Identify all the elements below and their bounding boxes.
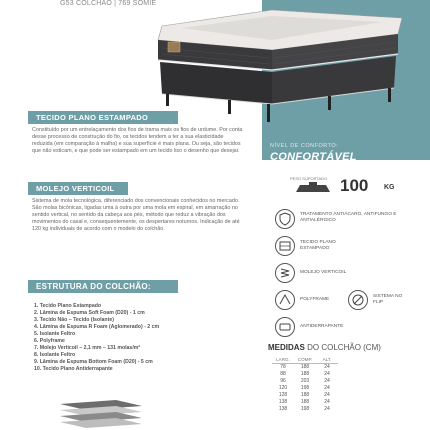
no-flip-icon: [348, 290, 368, 310]
column-header: COMP.: [294, 356, 316, 363]
table-cell: 24: [324, 363, 330, 370]
section-title-estrutura: ESTRUTURA DO COLCHÃO:: [28, 280, 178, 293]
table-row: [272, 391, 338, 398]
table-row: [272, 363, 338, 370]
table-row: [272, 377, 338, 384]
column-header: ALT.: [316, 356, 338, 363]
section-body-molejo: Sistema de mola tecnológica, diferenciado dos convencionais conhecidos no mercado. São molas bicônicas, ligadas uma à outra por uma mola em espiral, em amarração no sentido vertical, no sentido da cabeça aos pés, método que reduz a vibração dos movimentos do casal e, consequentemente, os despertares noturnos. Indicação de até 120 kg individuais de acordo com o modelo do colchão.: [32, 198, 240, 232]
table-cell: 24: [324, 391, 330, 398]
table-cell: 24: [324, 370, 330, 377]
structure-item: 7. Molejo Verticoil – 2,1 mm – 131 molas/m²: [34, 345, 141, 351]
structure-item: 3. Tecido Não – Tecido (Isolante): [34, 317, 114, 323]
table-cell: 128: [278, 391, 288, 398]
feature-label: POLYFRAME: [300, 297, 330, 302]
table-cell: 24: [324, 384, 330, 391]
structure-item: 8. Isolante Feltro: [34, 352, 76, 358]
table-cell: 188: [300, 370, 310, 377]
table-cell: 188: [300, 398, 310, 405]
anti-slip-icon: [275, 317, 295, 337]
section-body-tecido: Constituído por um entrelaçamento dos fios de trama mais os fios de urdume. Por conta desse processo de construção do fio, os tecidos tendem a ter a sua elasticidade reduzida (em comparação à malha) e sua superfície é mais plana. Ou seja, são tecidos que não esticam, e que pode ser estampado em um tecido liso o desenho que desejar.: [32, 127, 243, 154]
structure-list: [34, 303, 159, 373]
table-cell: 188: [300, 363, 310, 370]
structure-item: 5. Isolante Feltro: [34, 331, 76, 337]
model-line: G53 COLCHÃO | 769 SOMIE: [60, 0, 157, 7]
feature-label: SISTEMA NO FLIP: [373, 294, 403, 305]
table-cell: 96: [280, 377, 286, 384]
table-cell: 78: [280, 363, 286, 370]
table-cell: 203: [300, 377, 310, 384]
scale-icon: [292, 182, 334, 194]
polyframe-icon: [275, 290, 295, 310]
table-row: [272, 405, 338, 412]
fabric-icon: [275, 236, 295, 256]
comfort-label: NÍVEL DE CONFORTO:: [270, 143, 339, 149]
table-cell: 188: [300, 391, 310, 398]
spring-icon: [275, 263, 295, 283]
table-cell: 24: [324, 405, 330, 412]
table-row: [272, 398, 338, 405]
feature-label: TECIDO PLANO ESTAMPADO: [300, 240, 336, 251]
weight-unit: KG: [384, 184, 395, 191]
feature-label: ANTIDERRAPANTE: [300, 324, 344, 329]
brand-badge-icon: [168, 42, 180, 52]
table-cell: 198: [300, 384, 310, 391]
measures-table: [272, 356, 338, 412]
column-header: LARG.: [272, 356, 294, 363]
table-cell: 198: [300, 405, 310, 412]
structure-item: 1. Tecido Plano Estampado: [34, 303, 102, 309]
measures-title: MEDIDAS DO COLCHÃO (CM): [268, 343, 381, 352]
table-cell: 138: [278, 398, 288, 405]
table-cell: 24: [324, 398, 330, 405]
layers-diagram: [56, 398, 146, 430]
mattress-image: [152, 4, 410, 144]
shield-icon: [275, 209, 295, 229]
feature-label: TRATAMENTO ANTIÁCARO, ANTIFUNGO E ANTIALÉRGICO: [300, 212, 397, 223]
structure-item: 2. Lâmina de Espuma Soft Foam (D20) - 1 cm: [34, 310, 145, 316]
structure-item: 9. Lâmina de Espuma Bottom Foam (D20) - 5 cm: [34, 359, 153, 365]
table-row: [272, 370, 338, 377]
structure-item: 6. Polyframe: [34, 338, 65, 344]
feature-label: MOLEJO VERTICOIL: [300, 270, 347, 275]
weight-label: PESO SUPORTADO: [290, 176, 328, 181]
comfort-value: CONFORTÁVEL: [270, 151, 357, 163]
structure-item: 10. Tecido Plano Antiderrapante: [34, 366, 113, 372]
section-title-molejo: MOLEJO VERTICOIL: [28, 182, 128, 195]
table-cell: 24: [324, 377, 330, 384]
table-cell: 138: [278, 405, 288, 412]
structure-item: 4. Lâmina de Espuma R Foam (Aglomerado) - 2 cm: [34, 324, 160, 330]
table-cell: 120: [278, 384, 288, 391]
section-title-tecido: TECIDO PLANO ESTAMPADO: [28, 111, 178, 124]
table-header-row: [272, 356, 338, 363]
weight-value: 100: [340, 176, 369, 195]
table-row: [272, 384, 338, 391]
table-cell: 88: [280, 370, 286, 377]
